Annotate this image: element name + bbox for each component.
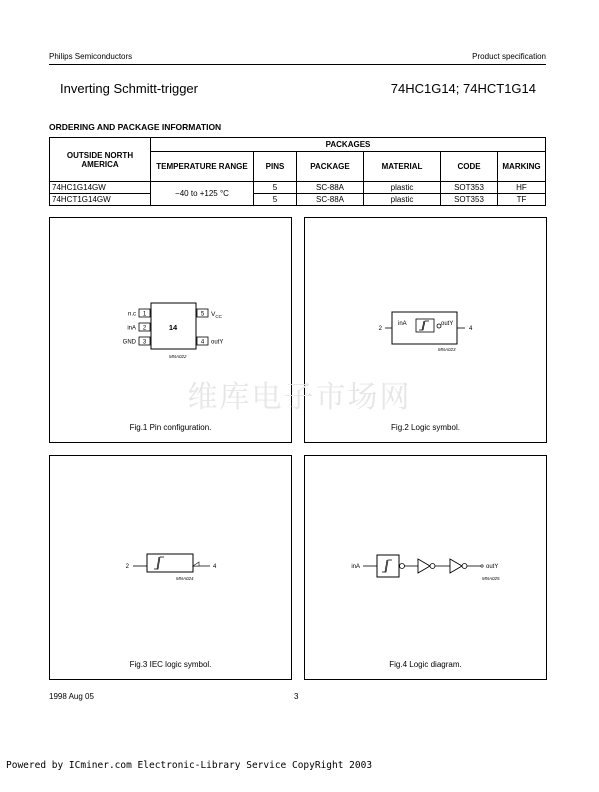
figure-caption: Fig.4 Logic diagram. bbox=[389, 660, 462, 669]
input-pin-number: 2 bbox=[378, 326, 382, 332]
iec-logic-symbol-diagram bbox=[50, 456, 291, 679]
figure-ref: MNA024 bbox=[176, 576, 194, 581]
pin-number-4: 4 bbox=[200, 339, 205, 346]
buffer-triangle-icon bbox=[450, 559, 462, 573]
cell-temp: −40 to +125 °C bbox=[151, 182, 254, 206]
cell-type: 74HCT1G14GW bbox=[50, 194, 151, 206]
cell-material: plastic bbox=[364, 194, 441, 206]
input-pin-number: 2 bbox=[125, 564, 129, 570]
chip-label: 14 bbox=[168, 323, 178, 332]
figure-caption: Fig.2 Logic symbol. bbox=[391, 423, 460, 432]
logic-diagram bbox=[305, 456, 546, 679]
output-pin-number: 4 bbox=[213, 564, 217, 570]
header-rule bbox=[49, 64, 546, 65]
header-code: CODE bbox=[441, 152, 498, 182]
header-outside: OUTSIDE NORTH AMERICA bbox=[50, 138, 151, 182]
header-material: MATERIAL bbox=[364, 152, 441, 182]
company-name: Philips Semiconductors bbox=[49, 52, 133, 61]
figure-caption: Fig.1 Pin configuration. bbox=[129, 423, 212, 432]
pin-label-gnd: GND bbox=[122, 339, 136, 346]
table-row bbox=[50, 194, 546, 206]
page-title: Inverting Schmitt-trigger bbox=[60, 81, 198, 96]
powered-by-footer: Powered by ICminer.com Electronic-Library Service CopyRight 2003 bbox=[6, 760, 373, 771]
pin-number-5: 5 bbox=[200, 311, 205, 318]
table-row bbox=[50, 182, 546, 194]
ordering-table bbox=[49, 137, 546, 206]
inverter-triangle-icon bbox=[193, 562, 199, 566]
cell-pins: 5 bbox=[254, 194, 297, 206]
input-label: inA bbox=[351, 564, 360, 570]
cell-marking: TF bbox=[498, 194, 546, 206]
header-marking: MARKING bbox=[498, 152, 546, 182]
figure-ref: MNA023 bbox=[438, 347, 456, 352]
doc-type: Product specification bbox=[472, 52, 546, 61]
header-pins: PINS bbox=[254, 152, 297, 182]
inverter-bubble-icon bbox=[462, 564, 467, 569]
cell-marking: HF bbox=[498, 182, 546, 194]
pin-number-3: 3 bbox=[142, 339, 147, 346]
cell-package: SC-88A bbox=[297, 194, 364, 206]
cell-pins: 5 bbox=[254, 182, 297, 194]
ordering-section-title: ORDERING AND PACKAGE INFORMATION bbox=[49, 122, 222, 132]
inverter-bubble-icon bbox=[400, 564, 405, 569]
cell-package: SC-88A bbox=[297, 182, 364, 194]
page-number: 3 bbox=[294, 692, 299, 701]
pin-label-vcc: $V_{CC}$ bbox=[211, 311, 222, 319]
figure-iec-logic-symbol bbox=[49, 455, 292, 680]
output-label: outY bbox=[441, 321, 454, 327]
pin-label-nc: n.c bbox=[127, 311, 136, 318]
inverter-bubble-icon bbox=[430, 564, 435, 569]
cell-code: SOT353 bbox=[441, 194, 498, 206]
pin-number-1: 1 bbox=[142, 311, 147, 318]
figure-caption: Fig.3 IEC logic symbol. bbox=[129, 660, 212, 669]
figure-logic-diagram bbox=[304, 455, 547, 680]
cell-code: SOT353 bbox=[441, 182, 498, 194]
header-package: PACKAGE bbox=[297, 152, 364, 182]
cell-material: plastic bbox=[364, 182, 441, 194]
pin-label-ina: inA bbox=[127, 325, 136, 332]
figure-ref: MNA022 bbox=[169, 354, 187, 359]
pin-number-2: 2 bbox=[142, 325, 147, 332]
header-temp: TEMPERATURE RANGE bbox=[151, 152, 254, 182]
output-pin-number: 4 bbox=[469, 326, 473, 332]
part-numbers: 74HC1G14; 74HCT1G14 bbox=[390, 81, 536, 96]
footer-date: 1998 Aug 05 bbox=[49, 692, 94, 701]
watermark-text: 维库电子市场网 bbox=[187, 380, 412, 415]
pin-label-outy: outY bbox=[211, 339, 224, 346]
input-label: inA bbox=[398, 321, 407, 327]
buffer-triangle-icon bbox=[418, 559, 430, 573]
output-label: outY bbox=[486, 564, 499, 570]
cell-type: 74HC1G14GW bbox=[50, 182, 151, 194]
figure-ref: MNA025 bbox=[482, 576, 500, 581]
header-packages: PACKAGES bbox=[151, 138, 546, 152]
